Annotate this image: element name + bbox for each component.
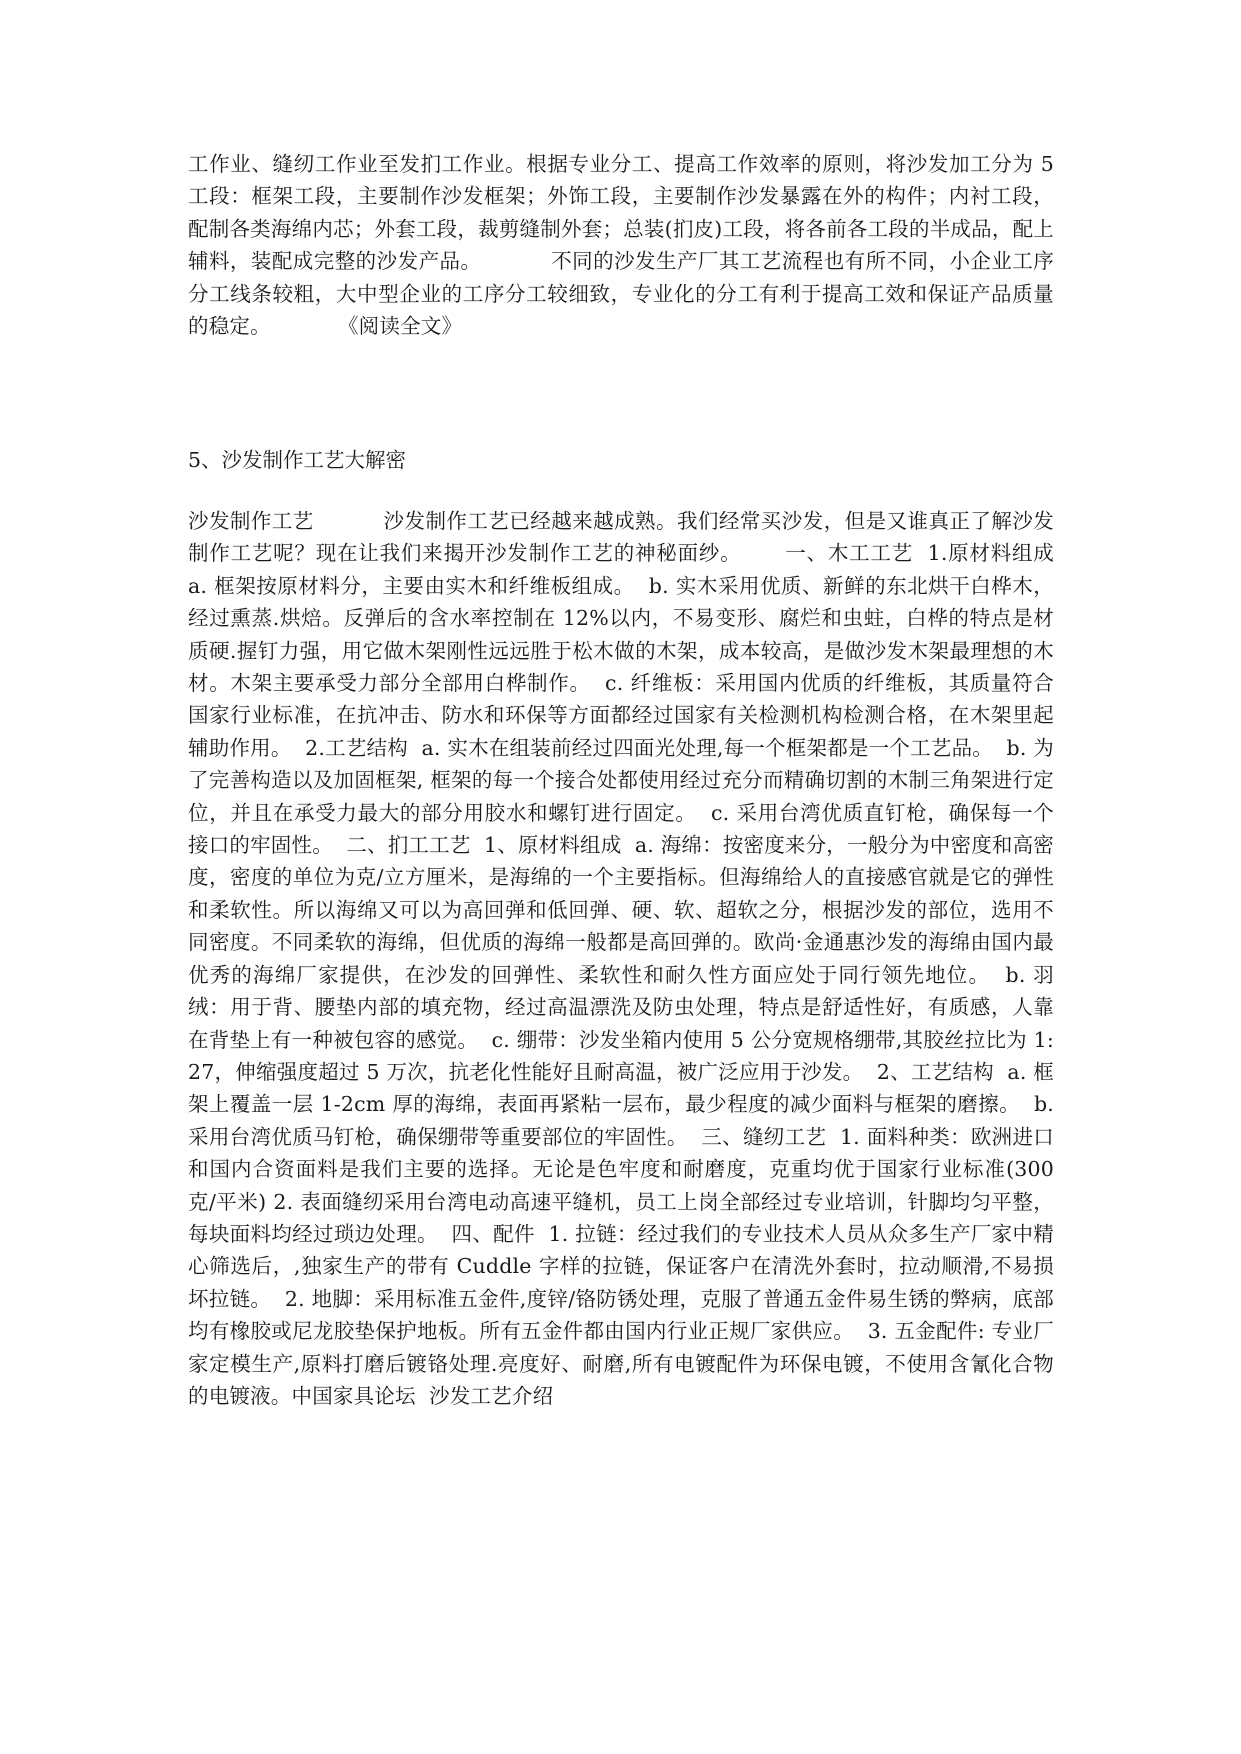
paragraph-sofa-production-stages: 工作业、缝纫工作业至发扪工作业。根据专业分工、提高工作效率的原则，将沙发加工分为 5 工段：框架工段，主要制作沙发框架；外饰工段，主要制作沙发暴露在外的构件；内衬工段，配制各类海绵内芯；外套工段，裁剪缝制外套；总装(扪皮)工段，将各前各工段的半成品，配上辅料，装配成完整的沙发产品。 不同的沙发生产厂其工艺流程也有所不同，小企业工序分工线条较粗，大中型企业的工序分工较细致，专业化的分工有利于提高工效和保证产品质量的稳定。 《阅读全文》 [188, 152, 1061, 339]
paragraph-sofa-craft-details: 沙发制作工艺 沙发制作工艺已经越来越成熟。我们经常买沙发，但是又谁真正了解沙发制作工艺呢？现在让我们来揭开沙发制作工艺的神秘面纱。 一、木工工艺 1.原材料组成 a. 框架按原材料分，主要由实木和纤维板组成。 b. 实木采用优质、新鲜的东北烘干白桦木，经过熏蒸.烘焙。反弹后的含水率控制在 12%以内，不易变形、腐烂和虫蛀，白桦的特点是材质硬.握钉力强，用它做木架刚性远远胜于松木做的木架，成本较高，是做沙发木架最理想的木材。木架主要承受力部分全部用白桦制作。 c. 纤维板：采用国内优质的纤维板，其质量符合国家行业标准，在抗冲击、防水和环保等方面都经过国家有关检测机构检测合格，在木架里起辅助作用。 2.工艺结构 a. 实木在组装前经过四面光处理,每一个框架都是一个工艺品。 b. 为了完善构造以及加固框架, 框架的每一个接合处都使用经过充分而精确切割的木制三角架进行定位，并且在承受力最大的部分用胶水和螺钉进行固定。 c. 采用台湾优质直钉枪，确保每一个接口的牢固性。 二、扪工工艺 1、原材料组成 a. 海绵：按密度来分，一般分为中密度和高密度，密度的单位为克/立方厘米，是海绵的一个主要指标。但海绵给人的直接感官就是它的弹性和柔软性。所以海绵又可以为高回弹和低回弹、硬、软、超软之分，根据沙发的部位，选用不同密度。不同柔软的海绵，但优质的海绵一般都是高回弹的。欧尚·金通惠沙发的海绵由国内最优秀的海绵厂家提供，在沙发的回弹性、柔软性和耐久性方面应处于同行领先地位。 b. 羽绒：用于背、腰垫内部的填充物，经过高温漂洗及防虫处理，特点是舒适性好，有质感，人靠在背垫上有一种被包容的感觉。 c. 绷带：沙发坐箱内使用 5 公分宽规格绷带,其胶丝拉比为 1:27，伸缩强度超过 5 万次，抗老化性能好且耐高温，被广泛应用于沙发。 2、工艺结构 a. 框架上覆盖一层 1-2cm 厚的海绵，表面再紧粘一层布，最少程度的减少面料与框架的磨擦。 b. 采用台湾优质马钉枪，确保绷带等重要部位的牢固性。 三、缝纫工艺 1. 面料种类：欧洲进口和国内合资面料是我们主要的选择。无论是色牢度和耐磨度，克重均优于国家行业标准(300 克/平米) 2. 表面缝纫采用台湾电动高速平缝机，员工上岗全部经过专业培训，针脚均匀平整，每块面料均经过琐边处理。 四、配件 1. 拉链：经过我们的专业技术人员从众多生产厂家中精心筛选后，,独家生产的带有 Cuddle 字样的拉链，保证客户在清洗外套时，拉动顺滑,不易损坏拉链。 2. 地脚：采用标准五金件,度锌/铬防锈处理，克服了普通五金件易生锈的弊病，底部均有橡胶或尼龙胶垫保护地板。所有五金件都由国内行业正规厂家供应。 3. 五金配件: 专业厂家定模生产,原料打磨后镀铬处理.亮度好、耐磨,所有电镀配件为环保电镀，不使用含氰化合物的电镀液。中国家具论坛 沙发工艺介绍 [188, 509, 1068, 1408]
section-heading: 5、沙发制作工艺大解密 [188, 448, 407, 472]
